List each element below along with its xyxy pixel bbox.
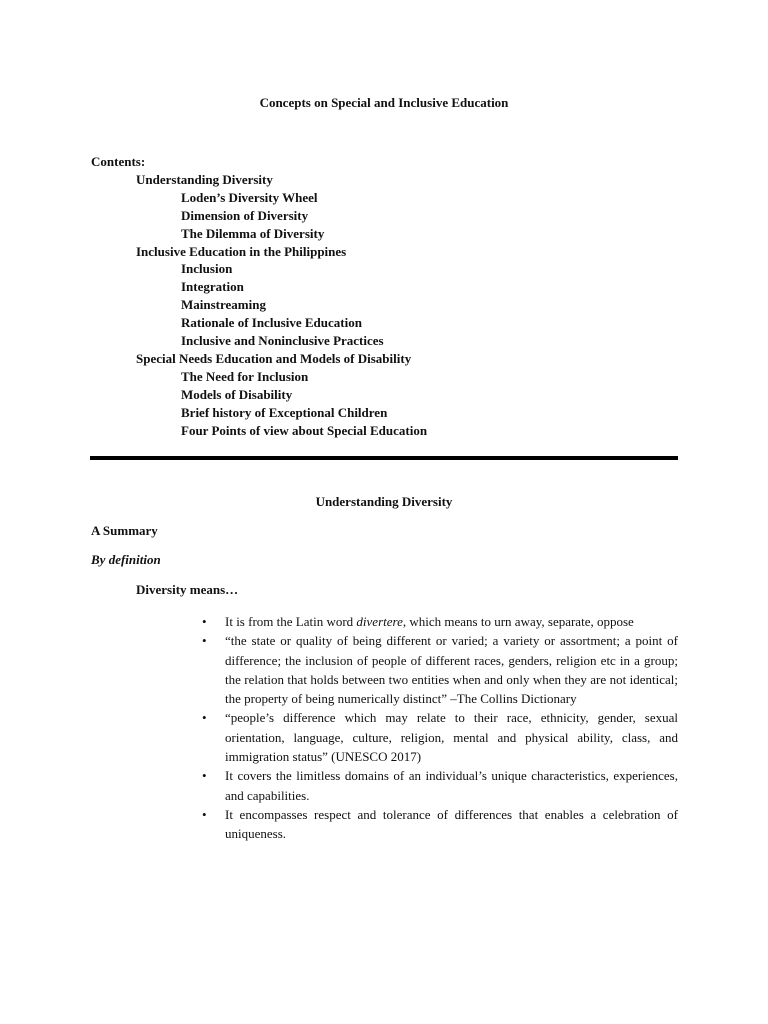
toc-item: The Need for Inclusion [181, 368, 309, 384]
toc-item: Four Points of view about Special Education [181, 422, 428, 438]
bullet-text-part: It is from the Latin word [225, 614, 357, 629]
bullet-icon: • [202, 614, 207, 629]
by-definition-heading: By definition [91, 552, 161, 567]
toc-item: Brief history of Exceptional Children [181, 404, 388, 420]
table-of-contents [91, 153, 691, 440]
toc-item: Models of Disability [181, 386, 293, 402]
definition-list [200, 612, 678, 844]
bullet-icon: • [202, 710, 207, 726]
bullet-icon: • [202, 633, 207, 649]
list-item [200, 708, 678, 766]
toc-item: Integration [181, 279, 244, 295]
bullet-text: It covers the limitless domains of an individual’s unique characteristics, experiences, and capabilities. [225, 768, 678, 803]
diversity-means-heading: Diversity means… [136, 582, 239, 597]
toc-item: Special Needs Education and Models of Disability [136, 350, 412, 366]
list-item [200, 631, 678, 708]
bullet-text [225, 612, 678, 631]
document-title: Concepts on Special and Inclusive Education [259, 95, 509, 110]
list-item [200, 805, 678, 844]
section-title: Understanding Diversity [315, 494, 453, 509]
contents-heading: Contents: [91, 154, 146, 169]
bullet-text: It encompasses respect and tolerance of differences that enables a celebration of uniqueness. [225, 806, 678, 842]
toc-item: Inclusion [181, 261, 233, 277]
toc-item: Mainstreaming [181, 297, 266, 313]
bullet-text: “people’s difference which may relate to their race, ethnicity, gender, sexual orientation, language, culture, religion, mental and physical ability, class, and immigration status” (UNESCO 2017) [225, 710, 678, 765]
bullet-icon: • [202, 806, 207, 822]
toc-item: Dimension of Diversity [181, 207, 309, 223]
toc-item: Rationale of Inclusive Education [181, 315, 362, 331]
toc-item: Inclusive Education in the Philippines [136, 243, 347, 259]
section-divider [90, 456, 678, 460]
latin-term: divertere [356, 614, 403, 629]
list-item [200, 612, 678, 631]
toc-item: Loden’s Diversity Wheel [181, 189, 318, 205]
list-item [200, 766, 678, 805]
bullet-icon: • [202, 768, 207, 784]
summary-heading: A Summary [91, 523, 158, 538]
toc-item: Inclusive and Noninclusive Practices [181, 333, 384, 349]
bullet-text-part: , which means to urn away, separate, oppose [402, 614, 634, 629]
toc-item: Understanding Diversity [136, 171, 273, 187]
bullet-text: “the state or quality of being different or varied; a variety or assortment; a point of difference; the inclusion of people of different races, genders, religion etc in a group; the relation that holds between two entities when and only when they are not identical; the property of being numerically distinct” –The Collins Dictionary [225, 633, 678, 707]
toc-item: The Dilemma of Diversity [181, 225, 325, 241]
